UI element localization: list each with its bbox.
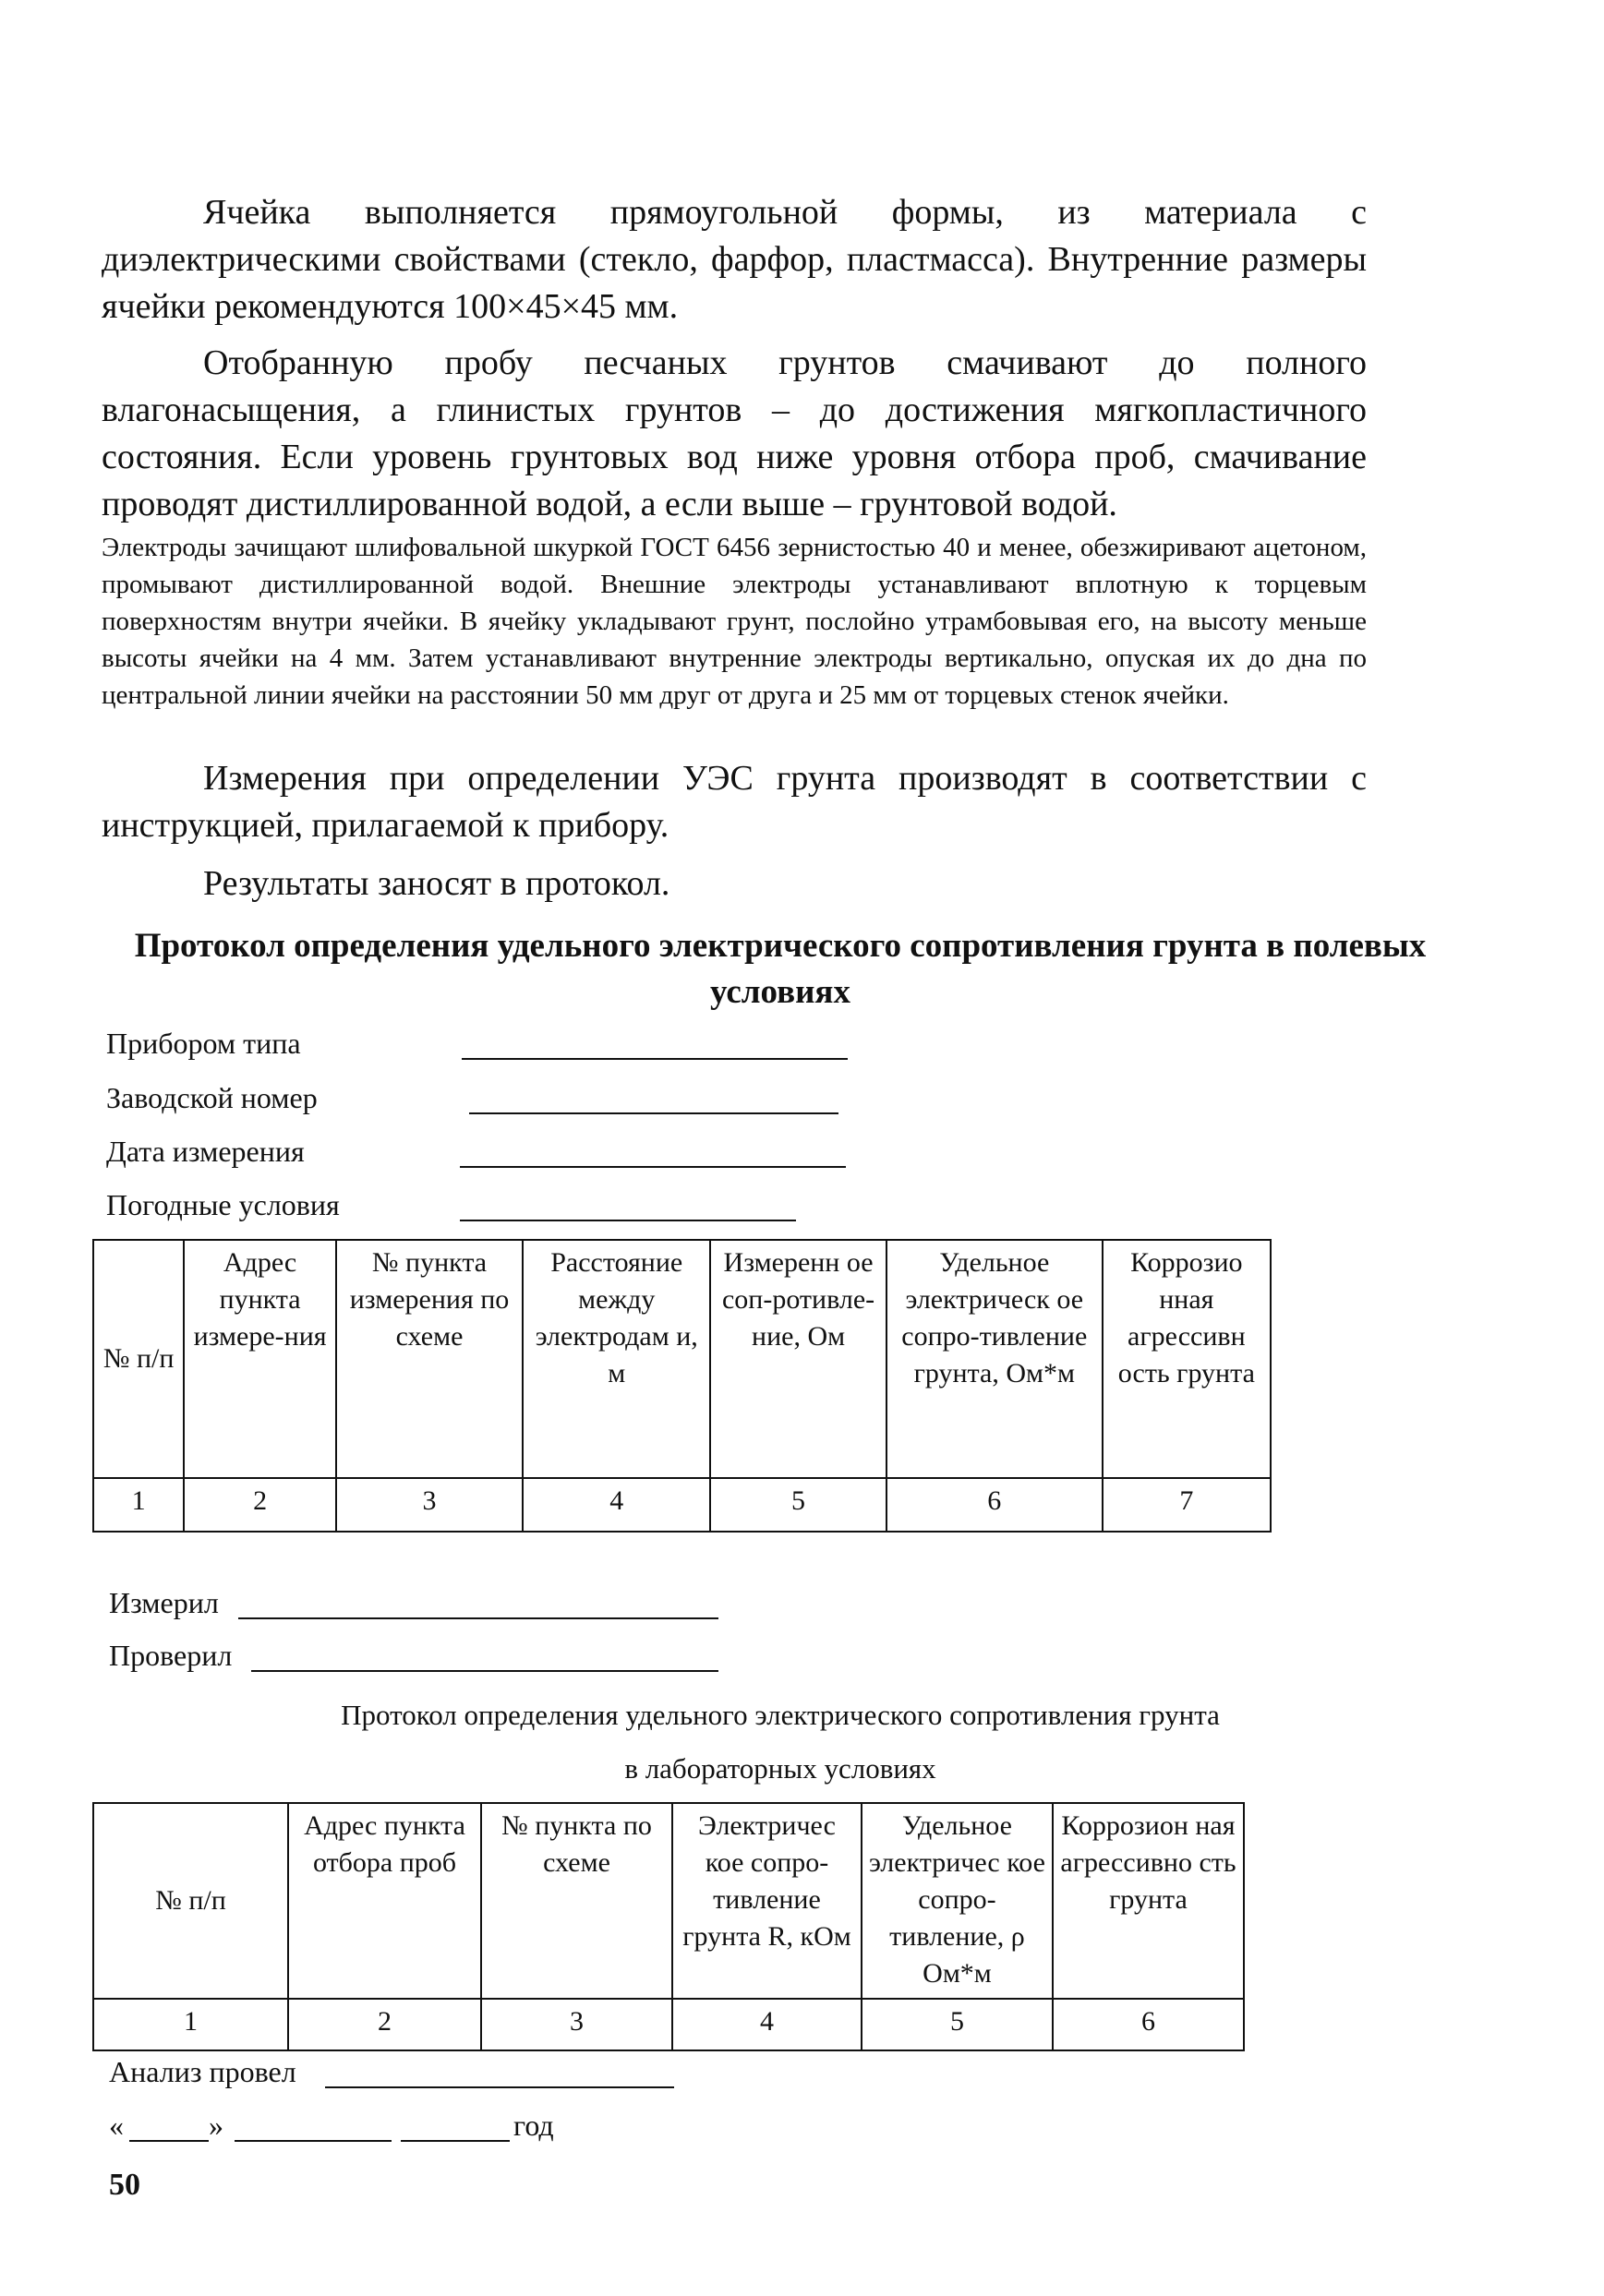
paragraph-electrodes: Электроды зачищают шлифовальной шкуркой ГОСТ 6456 зернистостью 40 и менее, обезжиривают ацетоном, промывают дистиллированной водой. Внешние электроды устанавливают вплотную к торцевым поверхностям внутри ячейки. В ячейку укладывают грунт, послойно утрамбовывая его, на высоту меньше высоты ячейки на 4 мм. Затем устанавливают внутренние электроды вертикально, опуская их до дна по центральной линии ячейки на расстоянии 50 мм друг от друга и 25 мм от торцевых стенок ячейки. — [102, 533, 1367, 710]
table-header-cell: Удельное электричес кое сопро-тивление, ρ Ом*м — [862, 1803, 1053, 1999]
table-cell: 1 — [93, 1999, 288, 2050]
field-weather: Погодные условия — [106, 1188, 340, 1221]
date-close-quote: » — [209, 2109, 223, 2142]
field-device-type: Прибором типа — [106, 1027, 301, 1060]
table-header-row — [93, 1803, 1244, 1999]
year-label: год — [513, 2109, 554, 2142]
table-cell: 7 — [1103, 1478, 1271, 1532]
field-device-type-line[interactable] — [462, 1058, 848, 1060]
table-header-cell: № пункта по схеме — [481, 1803, 672, 1999]
table-cell: 6 — [1053, 1999, 1244, 2050]
protocol2-title-line2: в лабораторных условиях — [624, 1752, 936, 1785]
protocol1-title: Протокол определения удельного электрического сопротивления грунта в полевых условиях — [134, 927, 1427, 1011]
field-measure-date: Дата измерения — [106, 1135, 305, 1168]
checked-by-label: Проверил — [109, 1639, 233, 1672]
field-measure-date-line[interactable] — [460, 1166, 846, 1168]
paragraph-results: Результаты заносят в протокол. — [203, 864, 670, 903]
table-cell: 2 — [184, 1478, 336, 1532]
field-serial-number-line[interactable] — [469, 1112, 838, 1114]
protocol2-title-line1: Протокол определения удельного электрического сопротивления грунта — [341, 1699, 1220, 1731]
date-day-line[interactable] — [129, 2140, 209, 2142]
table-cell: 1 — [93, 1478, 184, 1532]
analysis-by-label: Анализ провел — [109, 2055, 296, 2088]
table-row — [93, 1478, 1271, 1532]
analysis-by-line[interactable] — [325, 2086, 674, 2088]
table-cell: 3 — [336, 1478, 523, 1532]
table-row — [93, 1999, 1244, 2050]
table-cell: 4 — [672, 1999, 862, 2050]
page-number: 50 — [109, 2168, 140, 2202]
paragraph-measurements: Измерения при определении УЭС грунта производят в соответствии с инструкцией, прилагаемой к прибору. — [102, 759, 1367, 845]
measured-by-label: Измерил — [109, 1586, 219, 1619]
table-header-cell: № пункта измерения по схеме — [336, 1240, 523, 1478]
table-header-cell: № п/п — [93, 1803, 288, 1999]
table-header-cell: Коррозио нная агрессивн ость грунта — [1103, 1240, 1271, 1478]
table-header-cell: Измеренн ое соп-ротивле-ние, Ом — [710, 1240, 886, 1478]
field-weather-line[interactable] — [460, 1220, 796, 1221]
date-open-quote: « — [109, 2109, 124, 2142]
table-cell: 6 — [886, 1478, 1103, 1532]
checked-by-line[interactable] — [251, 1670, 718, 1672]
field-serial-number: Заводской номер — [106, 1081, 318, 1114]
table-cell: 2 — [288, 1999, 481, 2050]
measured-by-line[interactable] — [238, 1617, 718, 1619]
table-header-cell: Расстояние между электродам и, м — [523, 1240, 710, 1478]
table-header-cell: Коррозион ная агрессивно сть грунта — [1053, 1803, 1244, 1999]
table-header-row — [93, 1240, 1271, 1478]
paragraph-cell-form: Ячейка выполняется прямоугольной формы, из материала с диэлектрическими свойствами (стекло, фарфор, пластмасса). Внутренние размеры ячейки рекомендуются 100×45×45 мм. — [102, 193, 1367, 326]
protocol1-table — [92, 1239, 1272, 1533]
date-year-line[interactable] — [401, 2140, 510, 2142]
table-header-cell: № п/п — [93, 1240, 184, 1478]
table-header-cell: Адрес пункта измере-ния — [184, 1240, 336, 1478]
table-cell: 3 — [481, 1999, 672, 2050]
table-header-cell: Удельное электрическ ое сопро-тивление грунта, Ом*м — [886, 1240, 1103, 1478]
table-header-cell: Адрес пункта отбора проб — [288, 1803, 481, 1999]
protocol2-table — [92, 1802, 1245, 2051]
paragraph-wetting: Отобранную пробу песчаных грунтов смачивают до полного влагонасыщения, а глинистых грунтов – до достижения мягкопластичного состояния. Если уровень грунтовых вод ниже уровня отбора проб, смачивание проводят дистиллированной водой, а если выше – грунтовой водой. — [102, 343, 1367, 523]
table-cell: 4 — [523, 1478, 710, 1532]
table-header-cell: Электричес кое сопро-тивление грунта R, кОм — [672, 1803, 862, 1999]
table-cell: 5 — [862, 1999, 1053, 2050]
table-cell: 5 — [710, 1478, 886, 1532]
date-month-line[interactable] — [235, 2140, 392, 2142]
